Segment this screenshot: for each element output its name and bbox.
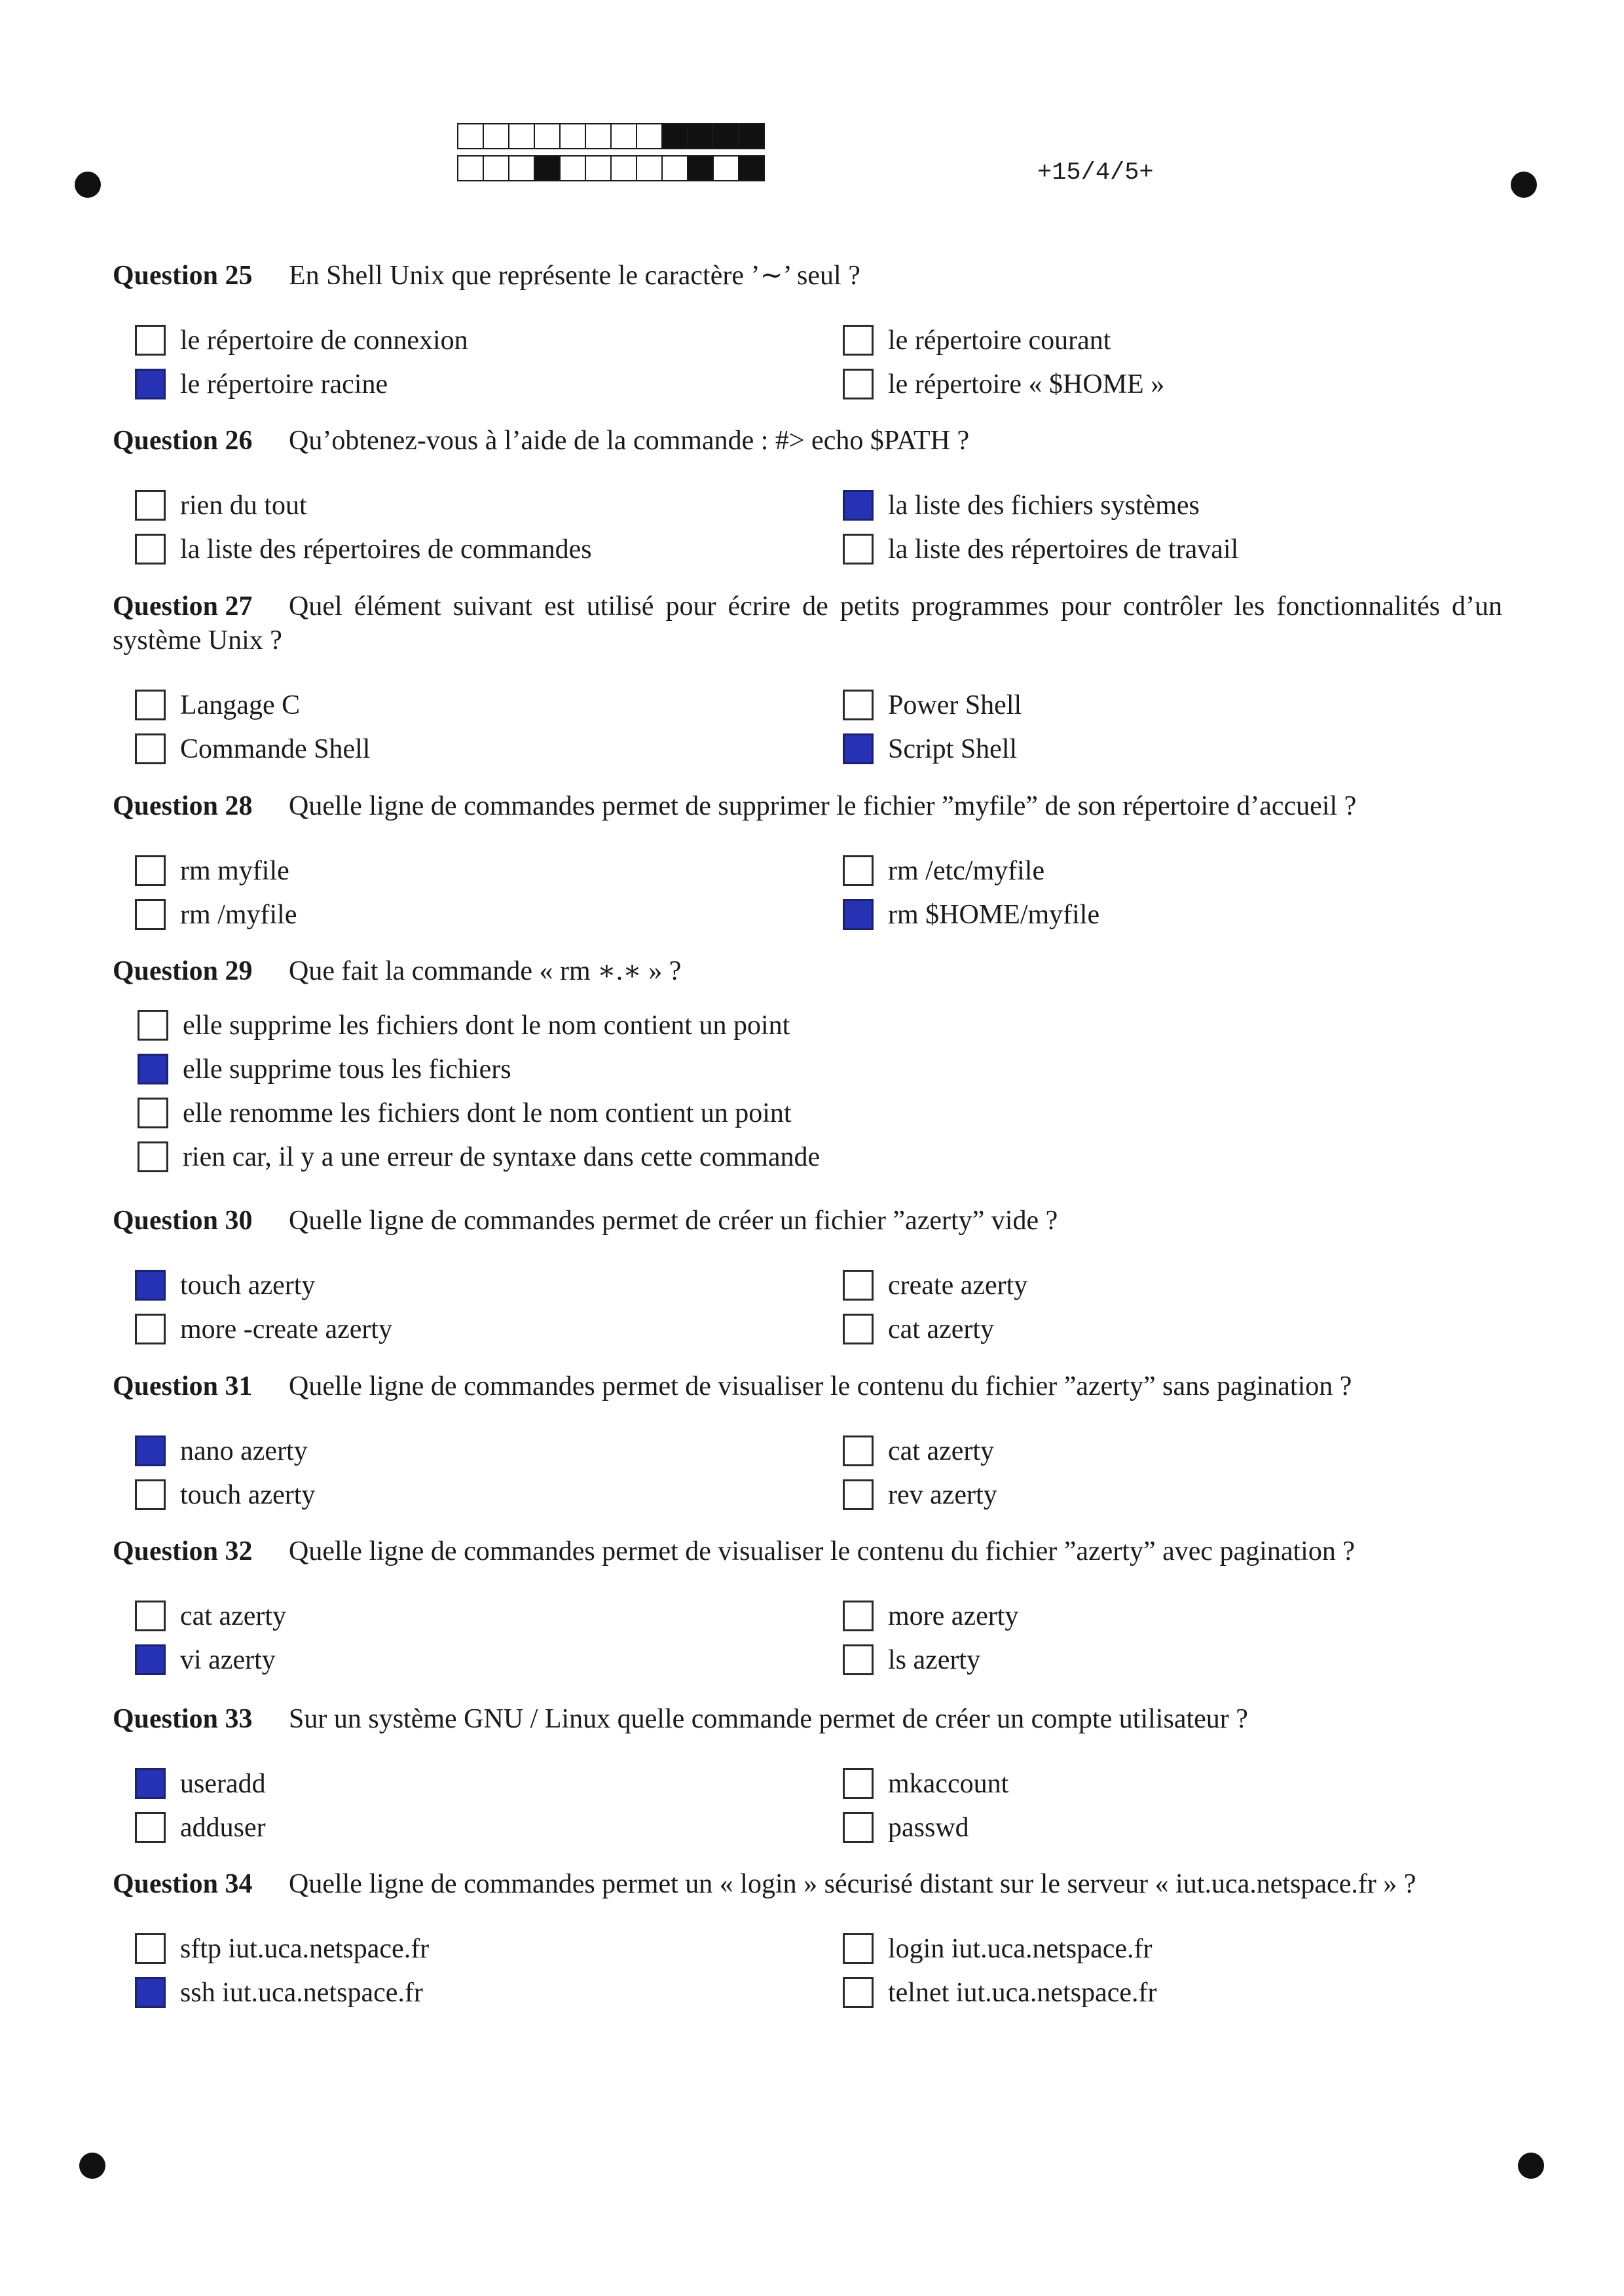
id-box-empty: [508, 123, 534, 149]
answer-checkbox[interactable]: [135, 690, 166, 720]
question-prompt: [113, 259, 1502, 293]
question-label: Question 30: [113, 1206, 253, 1236]
question-label: Question 25: [113, 261, 253, 291]
question-text: Quelle ligne de commandes permet de créer un fichier ”azerty” vide ?: [289, 1206, 1058, 1236]
answer-label: elle supprime les fichiers dont le nom contient un point: [183, 1010, 790, 1041]
question-33: [113, 1702, 1502, 1849]
answer-checkbox[interactable]: [135, 1435, 166, 1466]
answer-label: touch azerty: [180, 1270, 316, 1301]
answer-option: [135, 683, 843, 727]
answer-label: le répertoire « $HOME »: [888, 369, 1165, 399]
corner-marker-top-right: [1511, 172, 1537, 198]
answer-checkbox[interactable]: [843, 690, 874, 720]
answer-checkbox[interactable]: [138, 1098, 168, 1128]
answer-option: [135, 1429, 843, 1473]
question-text: En Shell Unix que représente le caractère ’∼’ seul ?: [289, 261, 860, 291]
answer-option: [135, 1594, 843, 1638]
answer-label: elle supprime tous les fichiers: [183, 1054, 511, 1084]
answer-label: create azerty: [888, 1270, 1028, 1301]
question-26: [113, 424, 1502, 571]
id-box-empty: [585, 123, 610, 149]
answer-checkbox[interactable]: [135, 899, 166, 930]
answer-options: [135, 1927, 1502, 2014]
answer-label: mkaccount: [888, 1768, 1009, 1799]
answer-label: le répertoire de connexion: [180, 325, 468, 356]
answer-label: ls azerty: [888, 1644, 981, 1675]
answer-option: [135, 1263, 843, 1307]
id-box-empty: [483, 123, 508, 149]
question-prompt: [113, 589, 1502, 657]
answer-option: [135, 1762, 843, 1805]
question-28: [113, 789, 1502, 936]
question-text: Qu’obtenez-vous à l’aide de la commande : #> echo $PATH ?: [289, 426, 970, 456]
question-prompt: [113, 1867, 1502, 1901]
answer-label: rm /myfile: [180, 899, 297, 930]
answer-label: vi azerty: [180, 1644, 276, 1675]
answer-option: [135, 1473, 843, 1517]
answer-checkbox[interactable]: [843, 1644, 874, 1675]
answer-label: la liste des fichiers systèmes: [888, 490, 1200, 521]
question-text: Sur un système GNU / Linux quelle commande permet de créer un compte utilisateur ?: [289, 1704, 1248, 1734]
question-27: [113, 589, 1502, 771]
answer-checkbox[interactable]: [135, 1977, 166, 2008]
id-box-empty: [585, 155, 610, 181]
id-box-empty: [661, 155, 687, 181]
id-box-empty: [483, 155, 508, 181]
answer-checkbox[interactable]: [843, 1812, 874, 1843]
question-30: [113, 1204, 1502, 1351]
corner-marker-bottom-right: [1518, 2153, 1544, 2179]
answer-checkbox[interactable]: [843, 1435, 874, 1466]
answer-checkbox[interactable]: [135, 1768, 166, 1799]
answer-options: [135, 483, 1502, 571]
answer-option: [135, 849, 843, 893]
answer-option: [843, 1307, 1502, 1351]
answer-label: Commande Shell: [180, 733, 371, 764]
answer-option: [135, 362, 843, 406]
id-box-empty: [712, 155, 738, 181]
id-box-filled: [738, 155, 765, 181]
answer-checkbox[interactable]: [843, 325, 874, 356]
answer-label: cat azerty: [180, 1601, 287, 1631]
answer-label: more -create azerty: [180, 1314, 393, 1344]
answer-checkbox[interactable]: [843, 1601, 874, 1631]
answer-option: [843, 1971, 1502, 2014]
answer-options: [135, 683, 1502, 771]
answer-checkbox[interactable]: [138, 1141, 168, 1172]
id-box-empty: [636, 123, 661, 149]
id-box-filled: [687, 123, 712, 149]
answer-checkbox[interactable]: [843, 1768, 874, 1799]
answer-checkbox[interactable]: [135, 1479, 166, 1510]
answer-option: [138, 1003, 1502, 1047]
id-box-filled: [661, 123, 687, 149]
answer-label: telnet iut.uca.netspace.fr: [888, 1977, 1157, 2008]
question-29: [113, 954, 1502, 1179]
answer-option: [843, 1473, 1502, 1517]
question-prompt: [113, 1702, 1502, 1736]
question-label: Question 28: [113, 791, 253, 821]
question-label: Question 29: [113, 956, 253, 986]
answer-checkbox[interactable]: [843, 899, 874, 930]
answer-option: [135, 483, 843, 527]
question-32: [113, 1534, 1502, 1682]
answer-checkbox[interactable]: [135, 369, 166, 399]
answer-option: [135, 893, 843, 936]
answer-option: [135, 1307, 843, 1351]
question-text: Quelle ligne de commandes permet de visualiser le contenu du fichier ”azerty” sans pagination ?: [289, 1371, 1352, 1401]
question-31: [113, 1369, 1502, 1517]
answer-label: elle renomme les fichiers dont le nom contient un point: [183, 1098, 792, 1128]
answer-option: [135, 1805, 843, 1849]
answer-label: rm myfile: [180, 855, 289, 886]
question-text: Quelle ligne de commandes permet de visualiser le contenu du fichier ”azerty” avec pagination ?: [289, 1536, 1355, 1566]
answer-options: [135, 1429, 1502, 1517]
answer-option: [843, 1805, 1502, 1849]
answer-checkbox[interactable]: [843, 534, 874, 565]
question-prompt: [113, 1534, 1502, 1568]
answer-option: [135, 1638, 843, 1682]
question-label: Question 26: [113, 426, 253, 456]
answer-option: [843, 893, 1502, 936]
answer-label: la liste des répertoires de travail: [888, 534, 1239, 565]
question-text: Quelle ligne de commandes permet de supprimer le fichier ”myfile” de son répertoire d’accueil ?: [289, 791, 1357, 821]
answer-checkbox[interactable]: [135, 325, 166, 356]
answer-option: [843, 849, 1502, 893]
answer-checkbox[interactable]: [843, 490, 874, 521]
answer-label: la liste des répertoires de commandes: [180, 534, 592, 565]
question-text: Quel élément suivant est utilisé pour écrire de petits programmes pour contrôler les fonctionnalités d’un système Unix ?: [113, 591, 1502, 656]
answer-option: [843, 1263, 1502, 1307]
id-box-filled: [534, 155, 559, 181]
answer-option: [138, 1135, 1502, 1179]
id-box-filled: [687, 155, 712, 181]
answer-option: [843, 1594, 1502, 1638]
id-box-empty: [610, 123, 636, 149]
answer-checkbox[interactable]: [843, 1270, 874, 1301]
answer-label: cat azerty: [888, 1435, 995, 1466]
answer-option: [843, 1429, 1502, 1473]
answer-checkbox[interactable]: [135, 1812, 166, 1843]
answer-label: sftp iut.uca.netspace.fr: [180, 1933, 430, 1964]
answer-option: [135, 1971, 843, 2014]
answer-checkbox[interactable]: [843, 369, 874, 399]
id-box-empty: [534, 123, 559, 149]
question-label: Question 31: [113, 1371, 253, 1401]
answer-label: rm /etc/myfile: [888, 855, 1045, 886]
id-box-empty: [559, 155, 585, 181]
question-prompt: [113, 954, 1502, 988]
answer-checkbox[interactable]: [135, 534, 166, 565]
answer-option: [843, 727, 1502, 771]
page-code: +15/4/5+: [1037, 159, 1154, 187]
id-box-filled: [738, 123, 765, 149]
answer-label: nano azerty: [180, 1435, 308, 1466]
answer-label: passwd: [888, 1812, 969, 1843]
question-prompt: [113, 424, 1502, 458]
corner-marker-top-left: [75, 172, 101, 198]
answer-option: [843, 527, 1502, 571]
answer-option: [135, 1927, 843, 1971]
question-label: Question 27: [113, 591, 253, 621]
answer-label: useradd: [180, 1768, 266, 1799]
answer-checkbox[interactable]: [135, 855, 166, 886]
id-box-empty: [508, 155, 534, 181]
answer-option: [843, 483, 1502, 527]
answer-label: le répertoire courant: [888, 325, 1111, 356]
answer-option: [843, 1762, 1502, 1805]
answer-options: [138, 1003, 1502, 1179]
answer-checkbox[interactable]: [138, 1054, 168, 1084]
id-box-row: [457, 123, 765, 149]
answer-checkbox[interactable]: [843, 1977, 874, 2008]
answer-checkbox[interactable]: [135, 733, 166, 764]
answer-options: [135, 1594, 1502, 1682]
id-box-filled: [712, 123, 738, 149]
answer-label: rien car, il y a une erreur de syntaxe dans cette commande: [183, 1141, 821, 1172]
question-label: Question 34: [113, 1869, 253, 1899]
id-box-row: [457, 155, 765, 181]
answer-label: rm $HOME/myfile: [888, 899, 1100, 930]
answer-label: adduser: [180, 1812, 266, 1843]
id-box-empty: [636, 155, 661, 181]
answer-options: [135, 1263, 1502, 1351]
answer-checkbox[interactable]: [843, 1314, 874, 1344]
corner-marker-bottom-left: [79, 2153, 105, 2179]
question-text: Quelle ligne de commandes permet un « login » sécurisé distant sur le serveur « iut.uca.netspace.fr » ?: [289, 1869, 1416, 1899]
answer-checkbox[interactable]: [135, 1644, 166, 1675]
answer-option: [135, 318, 843, 362]
answer-option: [138, 1091, 1502, 1135]
answer-option: [843, 1638, 1502, 1682]
page-id-code-boxes: [457, 123, 765, 181]
id-box-empty: [457, 123, 483, 149]
answer-option: [843, 362, 1502, 406]
answer-option: [138, 1047, 1502, 1091]
answer-options: [135, 318, 1502, 406]
answer-checkbox[interactable]: [135, 1601, 166, 1631]
answer-checkbox[interactable]: [843, 733, 874, 764]
answer-checkbox[interactable]: [843, 1479, 874, 1510]
answer-checkbox[interactable]: [135, 1270, 166, 1301]
question-prompt: [113, 789, 1502, 823]
answer-label: more azerty: [888, 1601, 1019, 1631]
answer-label: Power Shell: [888, 690, 1022, 720]
answer-option: [843, 1927, 1502, 1971]
answer-options: [135, 1762, 1502, 1849]
answer-label: le répertoire racine: [180, 369, 388, 399]
answer-label: rev azerty: [888, 1479, 997, 1510]
answer-checkbox[interactable]: [843, 855, 874, 886]
answer-checkbox[interactable]: [135, 490, 166, 521]
id-box-empty: [457, 155, 483, 181]
answer-option: [135, 527, 843, 571]
answer-label: Langage C: [180, 690, 301, 720]
answer-label: cat azerty: [888, 1314, 995, 1344]
question-prompt: [113, 1369, 1502, 1403]
answer-options: [135, 849, 1502, 936]
question-text: Que fait la commande « rm ∗.∗ » ?: [289, 956, 682, 986]
answer-option: [843, 318, 1502, 362]
answer-label: Script Shell: [888, 733, 1018, 764]
answer-label: login iut.uca.netspace.fr: [888, 1933, 1153, 1964]
answer-checkbox[interactable]: [135, 1933, 166, 1964]
answer-label: ssh iut.uca.netspace.fr: [180, 1977, 423, 2008]
answer-label: touch azerty: [180, 1479, 316, 1510]
question-25: [113, 259, 1502, 406]
id-box-empty: [559, 123, 585, 149]
answer-checkbox[interactable]: [138, 1010, 168, 1041]
question-label: Question 33: [113, 1704, 253, 1734]
answer-option: [135, 727, 843, 771]
question-34: [113, 1867, 1502, 2014]
answer-label: rien du tout: [180, 490, 307, 521]
question-label: Question 32: [113, 1536, 253, 1566]
answer-option: [843, 683, 1502, 727]
question-prompt: [113, 1204, 1502, 1238]
answer-checkbox[interactable]: [135, 1314, 166, 1344]
id-box-empty: [610, 155, 636, 181]
answer-checkbox[interactable]: [843, 1933, 874, 1964]
